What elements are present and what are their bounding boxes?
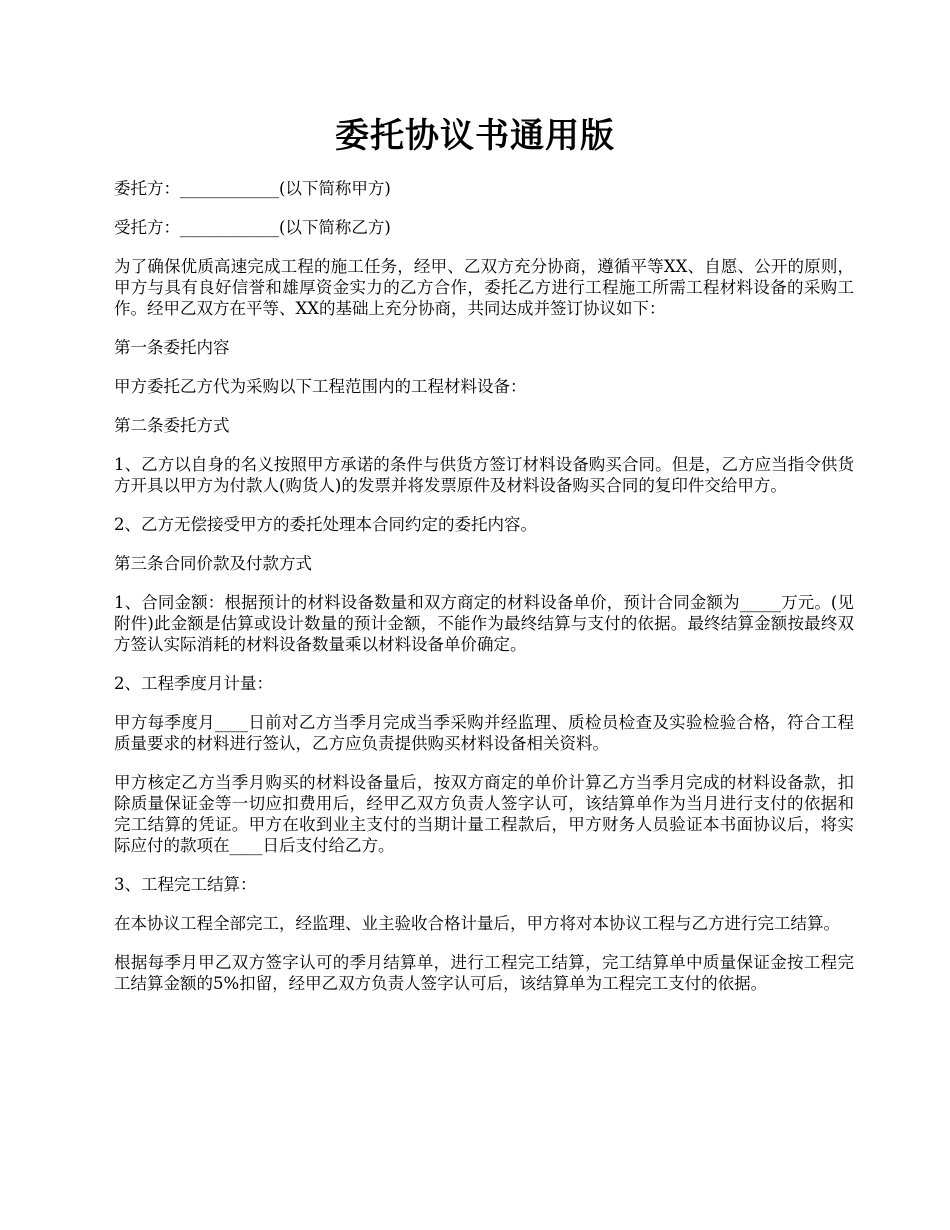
paragraph: 3、工程完工结算： <box>114 875 257 894</box>
paragraph: 2、工程季度月计量： <box>114 674 273 693</box>
paragraph: 甲方核定乙方当季月购买的材料设备量后，按双方商定的单价计算乙方当季月完成的材料设备款，扣除质量保证金等一切应扣费用后，经甲乙双方负责人签字认可，该结算单作为当月进行支付的依据和完工结算的凭证。甲方在收到业主支付的当期计量工程款后，甲方财务人员验证本书面协议后，将实际应付的款项在____日后支付给乙方。 <box>114 773 854 855</box>
document-body <box>114 178 854 1012</box>
paragraph: 2、乙方无偿接受甲方的委托处理本合同约定的委托内容。 <box>114 515 537 534</box>
paragraph: 1、合同金额：根据预计的材料设备数量和双方商定的材料设备单价，预计合同金额为_____万元。(见附件)此金额是估算或设计数量的预计金额，不能作为最终结算与支付的依据。最终结算金额按最终双方签认实际消耗的材料设备数量乘以材料设备单价确定。 <box>114 593 854 654</box>
paragraph: 根据每季月甲乙双方签字认可的季月结算单，进行工程完工结算，完工结算单中质量保证金按工程完工结算金额的5%扣留，经甲乙双方负责人签字认可后，该结算单为工程完工支付的依据。 <box>114 953 854 993</box>
paragraph: 甲方每季度月____日前对乙方当季月完成当季采购并经监理、质检员检查及实验检验合格，符合工程质量要求的材料进行签认，乙方应负责提供购买材料设备相关资料。 <box>114 713 854 753</box>
paragraph-preamble: 为了确保优质高速完成工程的施工任务，经甲、乙双方充分协商，遵循平等XX、自愿、公开的原则，甲方与具有良好信誉和雄厚资金实力的乙方合作，委托乙方进行工程施工所需工程材料设备的采购工作。经甲乙双方在平等、XX的基础上充分协商，共同达成并签订协议如下： <box>114 257 854 318</box>
paragraph-principal: 委托方：____________(以下简称甲方) <box>114 179 391 198</box>
section-heading-3: 第三条合同价款及付款方式 <box>114 554 312 573</box>
paragraph: 1、乙方以自身的名义按照甲方承诺的条件与供货方签订材料设备购买合同。但是，乙方应当指令供货方开具以甲方为付款人(购货人)的发票并将发票原件及材料设备购买合同的复印件交给甲方。 <box>114 455 854 495</box>
paragraph-agent: 受托方：____________(以下简称乙方) <box>114 218 391 237</box>
document-title: 委托协议书通用版 <box>335 116 615 156</box>
paragraph: 甲方委托乙方代为采购以下工程范围内的工程材料设备： <box>114 377 527 396</box>
section-heading-1: 第一条委托内容 <box>114 338 230 357</box>
paragraph: 在本协议工程全部完工，经监理、业主验收合格计量后，甲方将对本协议工程与乙方进行完工结算。 <box>114 914 840 933</box>
section-heading-2: 第二条委托方式 <box>114 416 230 435</box>
